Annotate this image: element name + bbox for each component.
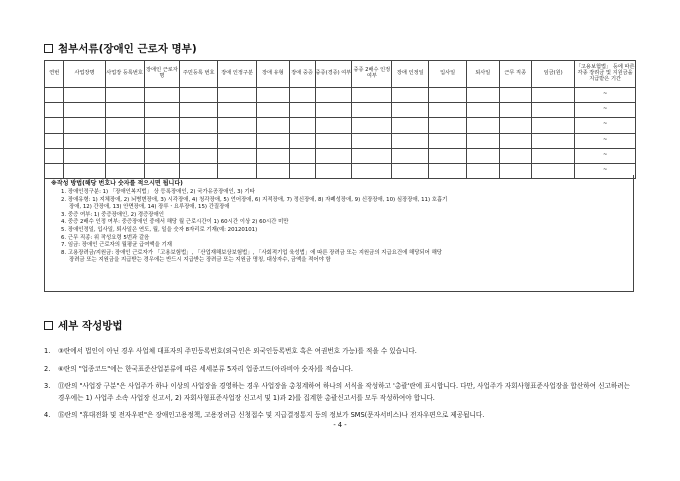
table-row (45, 118, 636, 133)
table-cell (105, 133, 144, 148)
table-cell (257, 88, 289, 103)
table-cell (257, 133, 289, 148)
attachment-section-title: 첨부서류(장애인 근로자 명부) (44, 41, 197, 56)
column-header: 장애인 근로자명 (144, 61, 180, 88)
table-cell (531, 103, 574, 118)
note-item: 2. 장애유형: 1) 지체장애, 2) 뇌병변장애, 3) 시각장애, 4) 청각장애, 5) 언어장애, 6) 지적장애, 7) 정신장애, 8) 자폐성장애, 9) 신장장애, 10) 심장장애, 11) 호흡기 (61, 196, 448, 203)
period-cell: ~ (575, 118, 636, 133)
note-item: 4. 중증 2배수 인정 여부: 중증장애인 중에서 해당 월 근로시간이 1) 60시간 이상 2) 60시간 미만 (61, 219, 289, 226)
note-item-continued: 장애, 12) 간장애, 13) 안면장애, 14) 장루ㆍ요루장애, 15) 간질장애 (69, 204, 230, 211)
table-cell (180, 118, 218, 133)
table-cell (289, 133, 315, 148)
square-bullet-icon (44, 44, 53, 53)
period-cell: ~ (575, 103, 636, 118)
table-cell (289, 148, 315, 163)
table-cell (289, 88, 315, 103)
period-cell: ~ (575, 88, 636, 103)
table-row (45, 148, 636, 163)
table-cell (64, 118, 105, 133)
method-list (44, 346, 636, 428)
table-cell (531, 133, 574, 148)
table-cell (392, 118, 429, 133)
table-cell (218, 133, 257, 148)
square-bullet-icon (44, 321, 53, 330)
column-header: 장애 인정구분 (218, 61, 257, 88)
column-header: 연번 (45, 61, 64, 88)
table-cell (144, 103, 180, 118)
table-cell (45, 118, 64, 133)
page-number: - 4 - (333, 421, 347, 429)
notes-title: ※작성 방법(해당 번호나 숫자를 적으시면 됩니다) (51, 180, 183, 187)
table-cell (467, 133, 499, 148)
table-cell (144, 133, 180, 148)
column-header: 임금(원) (531, 61, 574, 88)
table-cell (429, 118, 467, 133)
method-item: 1. ③란에서 법인이 아닌 경우 사업체 대표자의 주민등록번호(외국인은 외국인등록번호 혹은 여권번호 가능)를 적을 수 있습니다. (44, 347, 417, 355)
table-cell (144, 88, 180, 103)
method-section-title: 세부 작성방법 (44, 318, 123, 333)
column-header: 사업장 등록번호 (105, 61, 144, 88)
table-cell (180, 103, 218, 118)
column-header: 입사일 (429, 61, 467, 88)
table-cell (531, 118, 574, 133)
table-cell (352, 103, 392, 118)
table-cell (180, 148, 218, 163)
writing-instructions-box (44, 175, 634, 292)
column-header: 사업장명 (64, 61, 105, 88)
table-cell (429, 133, 467, 148)
table-cell (64, 103, 105, 118)
note-item: 5. 장애인정일, 입사일, 퇴사일은 연도, 월, 일을 숫자 8자리로 기재(예: 20120101) (61, 226, 258, 233)
column-header: 장애 중증 (289, 61, 315, 88)
table-cell (105, 88, 144, 103)
table-cell (218, 118, 257, 133)
note-item: 3. 중증 여부: 1) 중증장애인, 2) 경증장애인 (61, 211, 164, 218)
table-cell (144, 148, 180, 163)
table-cell (64, 148, 105, 163)
column-header: 퇴사일 (467, 61, 499, 88)
period-cell: ~ (575, 133, 636, 148)
table-cell (531, 148, 574, 163)
table-row (45, 133, 636, 148)
table-cell (218, 103, 257, 118)
column-header: 근무 직종 (499, 61, 531, 88)
disabled-worker-table (44, 60, 636, 179)
column-header: 「고용보험법」 등에 따른 각종 장려금 및 지원금을 지급받은 기간 (575, 61, 636, 88)
table-cell (392, 133, 429, 148)
table-cell (352, 133, 392, 148)
table-header-row (45, 61, 636, 88)
period-cell: ~ (575, 163, 636, 178)
table-cell (352, 88, 392, 103)
table-cell (45, 148, 64, 163)
column-header: 주민등록 번호 (180, 61, 218, 88)
table-cell (218, 148, 257, 163)
note-item: 1. 장애인정구분: 1) 「장애인복지법」 상 등록장애인, 2) 국가유공장애인, 3) 기타 (61, 189, 255, 195)
table-row (45, 103, 636, 118)
table-cell (315, 148, 352, 163)
table-cell (392, 88, 429, 103)
table-cell (499, 103, 531, 118)
column-header: 중증 2배수 인정 여부 (352, 61, 392, 88)
table-cell (64, 88, 105, 103)
table-cell (467, 103, 499, 118)
method-item: 3. ⑪란의 "사업장 구분"은 사업주가 하나 이상의 사업장을 경영하는 경우 사업장을 총칭계하여 하나의 서식을 작성하고 '총괄'란에 표시합니다. 다만, 사업주가 자회사형표준사업장을 합산하여 신고하려는 경우에는 1) 사업주 소속 사업장 신고서, 2) 자회사형표준사업장 신고서 및 1)과 2)를 집계한 총괄신고서를 모두 작성하여야 합니다. (44, 382, 630, 402)
notes-list (51, 189, 627, 265)
table-cell (289, 103, 315, 118)
table-cell (531, 88, 574, 103)
table-cell (352, 148, 392, 163)
table-cell (180, 133, 218, 148)
table-cell (315, 88, 352, 103)
table-cell (180, 88, 218, 103)
table-cell (392, 103, 429, 118)
table-cell (45, 88, 64, 103)
table-row (45, 88, 636, 103)
table-cell (467, 88, 499, 103)
method-item: 2. ⑥란의 "업종코드"에는 한국표준산업분류에 따른 세세분류 5자리 업종코드(아라비아 숫자)를 적습니다. (44, 364, 353, 373)
table-cell (499, 133, 531, 148)
table-cell (352, 118, 392, 133)
table-cell (392, 148, 429, 163)
method-item: 4. ⑮란의 "휴대전화 및 전자우편"은 장애인고용정책, 고용장려금 신청접수 및 지급결정통지 등의 정보가 SMS(문자서비스)나 전자우편으로 제공됩니다. (44, 411, 485, 419)
note-item: 7. 임금: 장애인 근로자의 월평균 급여액을 기재 (61, 242, 172, 249)
table-cell (467, 118, 499, 133)
table-cell (429, 103, 467, 118)
table-cell (315, 118, 352, 133)
column-header: 장애 인정일 (392, 61, 429, 88)
table-cell (218, 88, 257, 103)
table-cell (429, 148, 467, 163)
table-cell (64, 133, 105, 148)
note-item: 8. 고용장려금/지원금: 장애인 근로자가 「고용보험법」, 「산업재해보상보험법」, 「사회적기업 육성법」에 따른 장려금 또는 지원금의 지급요건에 해당되어 해당 (61, 249, 442, 256)
note-item: 6. 근무 직종: 위 작성요령 5번과 같음 (61, 234, 150, 241)
table-cell (429, 88, 467, 103)
table-cell (105, 118, 144, 133)
table-cell (45, 133, 64, 148)
table-cell (315, 103, 352, 118)
table-cell (257, 118, 289, 133)
table-cell (499, 148, 531, 163)
column-header: 중증(경증) 여부 (315, 61, 352, 88)
table-cell (105, 148, 144, 163)
table-cell (499, 118, 531, 133)
column-header: 장애 유형 (257, 61, 289, 88)
table-cell (105, 103, 144, 118)
table-cell (315, 133, 352, 148)
note-item-continued: 장려금 또는 지원금을 지급받는 경우에는 반드시 지급받는 장려금 또는 지원금 명칭, 대상자수, 금액을 적어야 함 (69, 257, 331, 264)
table-cell (45, 103, 64, 118)
table-cell (257, 103, 289, 118)
table-cell (257, 148, 289, 163)
table-cell (499, 88, 531, 103)
table-cell (144, 118, 180, 133)
period-cell: ~ (575, 148, 636, 163)
table-cell (289, 118, 315, 133)
table-cell (467, 148, 499, 163)
